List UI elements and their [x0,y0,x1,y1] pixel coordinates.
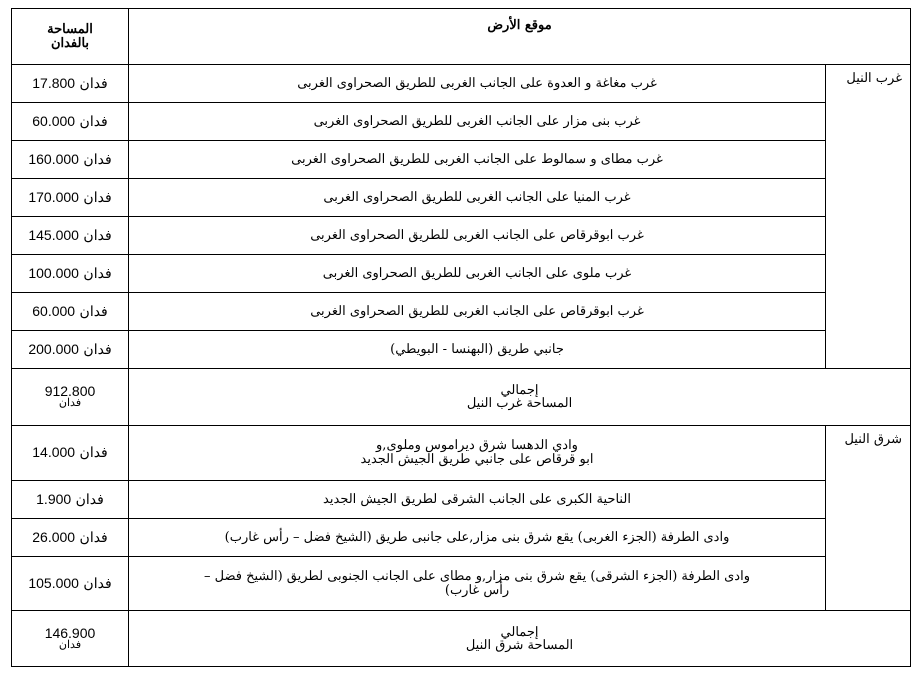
area-cell [12,255,129,293]
total-label-line2: المساحة شرق النيل [465,637,574,653]
area-cell [12,217,129,255]
location-line1: وادى الطرفة (الجزء الشرقى) يقع شرق بنى مزار,و مطاى على الجانب الجنوبى لطريق (الشيخ فضل – [204,568,750,584]
area-header-line2: بالفدان [50,35,90,51]
table-row [12,557,911,611]
location-line2: رأس غارب) [444,582,510,598]
area-unit: فدان [83,341,112,358]
total-area-value: 912.800 [44,383,96,399]
area-cell [12,141,129,179]
total-label-line1: إجمالي [500,383,539,398]
region-west-nile: غرب النيل [826,65,911,369]
location-cell: الناحية الكبرى على الجانب الشرقى لطريق الجيش الجديد [129,481,826,519]
total-label-cell [129,369,911,426]
area-cell [12,179,129,217]
table-row [12,293,911,331]
region-east-nile: شرق النيل [826,426,911,611]
area-value: 14.000 [32,444,76,460]
total-label-line2: المساحة غرب النيل [466,396,573,411]
west-nile-total-row [12,369,911,426]
area-unit: فدان [83,227,112,244]
table-row [12,65,911,103]
area-unit: فدان [79,113,108,130]
table-row [12,179,911,217]
location-cell [129,426,826,481]
location-cell [129,557,826,611]
area-value: 105.000 [28,574,79,591]
table-row [12,255,911,293]
area-column-header [12,9,129,65]
area-unit: فدان [75,491,104,508]
total-area-cell [12,369,129,426]
location-cell: غرب المنيا على الجانب الغربى للطريق الصحراوى الغربى [129,179,826,217]
area-value: 17.800 [32,74,76,91]
area-cell [12,426,129,481]
table-row [12,519,911,557]
total-label-line1: إجمالي [500,624,539,640]
total-area-value: 146.900 [44,624,96,641]
header-row [12,9,911,65]
location-cell: غرب بنى مزار على الجانب الغربى للطريق الصحراوى الغربى [129,103,826,141]
area-value: 160.000 [28,150,79,167]
area-unit: فدان [79,445,108,461]
area-value: 1.900 [36,490,72,507]
location-cell: غرب مغاغة و العدوة على الجانب الغربى للطريق الصحراوى الغربى [129,65,826,103]
area-unit: فدان [83,265,112,282]
table-row [12,481,911,519]
location-cell: غرب ابوقرقاص على الجانب الغربى للطريق الصحراوى الغربى [129,293,826,331]
area-unit: فدان [83,151,112,168]
table-row [12,103,911,141]
location-column-header: موقع الأرض [129,9,911,65]
total-label-cell [129,611,911,667]
area-cell [12,519,129,557]
land-area-table [11,8,911,667]
table-row [12,331,911,369]
area-unit: فدان [83,575,112,592]
area-unit: فدان [83,189,112,206]
area-cell [12,293,129,331]
location-cell: جانبي طريق (البهنسا - البويطي) [129,331,826,369]
area-cell [12,481,129,519]
area-unit: فدان [79,529,108,546]
area-value: 100.000 [28,264,79,281]
area-value: 60.000 [32,112,76,129]
area-value: 170.000 [28,188,79,205]
east-nile-total-row [12,611,911,667]
table-row [12,426,911,481]
area-value: 60.000 [32,302,76,319]
location-cell: وادى الطرفة (الجزء الغربى) يقع شرق بنى مزار,على جانبى طريق (الشيخ فضل – رأس غارب) [129,519,826,557]
area-value: 200.000 [28,340,79,357]
area-cell [12,557,129,611]
table-row [12,141,911,179]
area-unit: فدان [79,303,108,320]
total-area-unit: فدان [58,637,82,651]
location-cell: غرب ابوقرقاص على الجانب الغربى للطريق الصحراوى الغربى [129,217,826,255]
area-header-line1: المساحة [47,21,93,37]
location-cell: غرب ملوى على الجانب الغربى للطريق الصحراوى الغربى [129,255,826,293]
table-row [12,217,911,255]
area-value: 26.000 [32,528,76,545]
location-line2: ابو قرقاص على جانبي طريق الجيش الجديد [360,452,594,467]
total-area-cell [12,611,129,667]
area-unit: فدان [79,75,108,92]
total-area-unit: فدان [58,396,82,409]
area-cell [12,65,129,103]
location-cell: غرب مطاى و سمالوط على الجانب الغربى للطريق الصحراوى الغربى [129,141,826,179]
area-cell [12,331,129,369]
area-cell [12,103,129,141]
location-line1: وادي الدهسا شرق ديراموس وملوى,و [376,438,578,453]
area-value: 145.000 [28,226,79,243]
